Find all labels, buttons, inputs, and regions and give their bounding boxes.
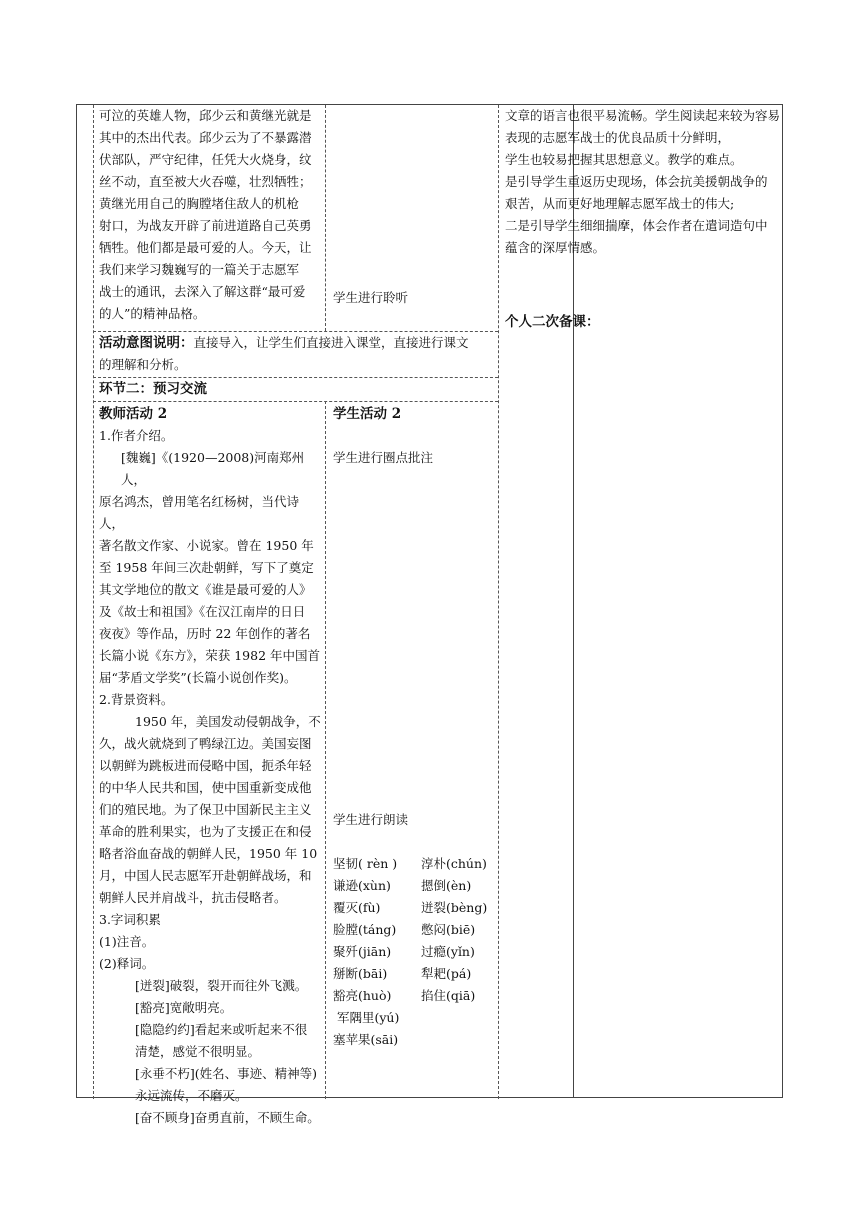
analysis-line: 学生也较易把握其思想意义。教学的难点。: [505, 152, 743, 167]
pinyin-word: [421, 1029, 497, 1051]
pinyin-row: [333, 963, 498, 985]
teacher-line: 略者浴血奋战的朝鲜人民，1950 年 10: [99, 846, 318, 861]
analysis-line: 艰苦，从而更好地理解志愿军战士的伟大;: [505, 196, 735, 211]
intro-line: 可泣的英雄人物，邱少云和黄继光就是: [99, 108, 312, 123]
teacher-line: [魏巍]《(1920—2008)河南郑州人，: [121, 450, 305, 487]
teacher-line: 届“茅盾文学奖”(长篇小说创作奖)。: [99, 670, 297, 685]
pinyin-row: [333, 853, 498, 875]
intro-line: 伏部队，严守纪律，任凭大火烧身，纹: [99, 152, 312, 167]
activity-table: [93, 105, 498, 1125]
pinyin-word: 军隅里(yú): [333, 1010, 400, 1025]
intro-line: 我们来学习魏巍写的一篇关于志愿军: [99, 262, 300, 277]
teacher-line: [迸裂]破裂，裂开而往外飞溅。: [135, 978, 308, 993]
pinyin-word: 迸裂(bèng): [421, 900, 488, 915]
backup-label: 个人二次备课：: [505, 314, 600, 330]
intro-line: 射口，为战友开辟了前进道路自己英勇: [99, 218, 312, 233]
teacher-line: [隐隐约约]看起来或听起来不很: [135, 1022, 308, 1037]
teacher-line: 的中华人民共和国，使中国重新变成他: [99, 780, 312, 795]
pinyin-word: 憋闷(biē): [421, 922, 476, 937]
intro-line: 牺牲。他们都是最可爱的人。今天，让: [99, 240, 312, 255]
teacher-activity-text: [99, 425, 323, 1129]
teacher-line: 及《故士和祖国》《在汉江南岸的日日: [99, 604, 306, 619]
student-read-text: 学生进行朗读: [333, 812, 409, 827]
teacher-line: [永垂不朽](姓名、事迹、精神等): [135, 1066, 318, 1081]
teacher-line: 著名散文作家、小说家。曾在 1950 年: [99, 538, 314, 553]
student-annotate-text: 学生进行圈点批注: [333, 450, 434, 465]
pinyin-word: 聚歼(jiān): [333, 944, 392, 959]
pinyin-word: 塞苹果(sāi): [333, 1032, 399, 1047]
pinyin-row: [333, 875, 498, 897]
pinyin-word: 掰断(bāi): [333, 966, 388, 981]
analysis-text: [505, 105, 783, 259]
pinyin-word: 淳朴(chún): [421, 856, 487, 871]
teacher-line: 们的殖民地。为了保卫中国新民主主义: [99, 802, 312, 817]
teacher-line: 2.背景资料。: [99, 692, 174, 707]
teacher-line: (2)释词。: [99, 956, 155, 971]
teacher-line: 清楚，感觉不很明显。: [135, 1044, 261, 1059]
analysis-line: 蕴含的深厚情感。: [505, 240, 606, 255]
teacher-line: 原名鸿杰，曾用笔名红杨树，当代诗人，: [99, 494, 300, 531]
dashed-line: [93, 401, 498, 402]
pinyin-word: 掐住(qiā): [421, 988, 476, 1003]
student-listen-text: 学生进行聆听: [333, 290, 409, 305]
pinyin-list: [333, 853, 498, 1051]
analysis-line: 是引导学生重返历史现场，体会抗美援朝战争的: [505, 174, 768, 189]
intent-label: 活动意图说明：: [99, 335, 194, 351]
pinyin-word: 摁倒(èn): [421, 878, 472, 893]
analysis-line: 二是引导学生细细揣摩，体会作者在遣词造句中: [505, 218, 768, 233]
pinyin-word: 犁耙(pá): [421, 966, 472, 981]
dashed-line: [325, 401, 326, 1099]
teacher-line: [豁亮]宽敞明亮。: [135, 1000, 233, 1015]
intent-text-cont: 的理解和分析。: [99, 357, 187, 372]
intro-line: 其中的杰出代表。邱少云为了不暴露潜: [99, 130, 312, 145]
pinyin-row: [333, 897, 498, 919]
student-header: 学生活动 2: [333, 406, 402, 422]
teacher-line: 以朝鲜为跳板进而侵略中国，扼杀年轻: [99, 758, 312, 773]
intent-row: [99, 332, 497, 376]
teacher-line: 永远流传，不磨灭。: [135, 1088, 248, 1103]
dashed-line: [498, 105, 499, 1099]
pinyin-row: [333, 985, 498, 1007]
intro-line: 丝不动，直至被大火吞噬，壮烈牺牲；: [99, 174, 312, 189]
pinyin-word: 脸膛(táng): [333, 922, 397, 937]
teacher-line: 3.字词积累: [99, 912, 161, 927]
pinyin-row: [333, 1007, 498, 1029]
pinyin-row: [333, 941, 498, 963]
teacher-line: 夜夜》等作品，历时 22 年创作的著名: [99, 626, 311, 641]
dashed-line: [325, 105, 326, 331]
teacher-line: 月，中国人民志愿军开赴朝鲜战场，和: [99, 868, 312, 883]
teacher-line: [奋不顾身]奋勇直前，不顾生命。: [135, 1110, 320, 1125]
intro-line: 黄继光用自己的胸膛堵住敌人的机枪: [99, 196, 300, 211]
teacher-line: 1.作者介绍。: [99, 428, 174, 443]
teacher-line: 革命的胜利果实，也为了支援正在和侵: [99, 824, 312, 839]
intro-line: 的人”的精神品格。: [99, 306, 206, 321]
teacher-line: 久，战火就烧到了鸭绿江边。美国妄图: [99, 736, 312, 751]
teacher-line: 至 1958 年间三次赴朝鲜，写下了奠定: [99, 560, 314, 575]
pinyin-word: 谦逊(xùn): [333, 878, 391, 893]
pinyin-word: 坚韧( rèn ): [333, 856, 398, 871]
teacher-line: (1)注音。: [99, 934, 155, 949]
teacher-line: 1950 年，美国发动侵朝战争，不: [135, 714, 321, 729]
pinyin-word: [421, 1007, 497, 1029]
section-title: 环节二：预习交流: [99, 381, 207, 397]
pinyin-row: [333, 1029, 498, 1051]
intro-text: [99, 105, 323, 325]
pinyin-word: 覆灭(fù): [333, 900, 381, 915]
dashed-line: [93, 105, 94, 1099]
pinyin-row: [333, 919, 498, 941]
pinyin-word: 豁亮(huò): [333, 988, 392, 1003]
lesson-plan-table: [76, 104, 783, 1125]
teacher-line: 其文学地位的散文《谁是最可爱的人》: [99, 582, 312, 597]
intent-text: 直接导入，让学生们直接进入课堂，直接进行课文: [193, 335, 469, 350]
pinyin-word: 过瘾(yǐn): [421, 944, 475, 959]
teacher-header: 教师活动 2: [99, 406, 168, 422]
teacher-line: 长篇小说《东方》，荣获 1982 年中国首: [99, 648, 321, 663]
analysis-line: 表现的志愿军战士的优良品质十分鲜明，: [505, 130, 731, 145]
teacher-line: 朝鲜人民并肩战斗，抗击侵略者。: [99, 890, 287, 905]
intro-line: 战士的通讯，去深入了解这群“最可爱: [99, 284, 306, 299]
analysis-line: 文章的语言也很平易流畅。学生阅读起来较为容易: [505, 108, 781, 123]
